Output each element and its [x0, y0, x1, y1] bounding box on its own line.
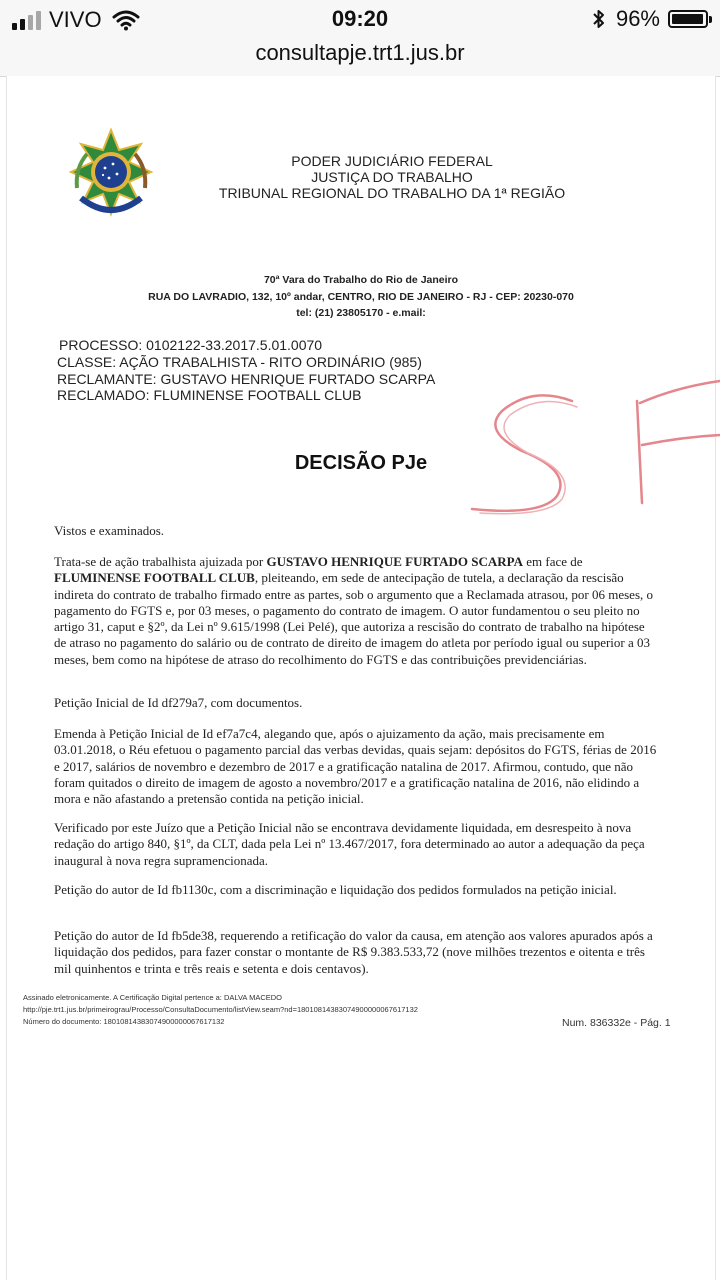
battery-fill: [672, 14, 703, 24]
paragraph-3: Petição Inicial de Id df279a7, com documentos.: [54, 695, 303, 710]
process-class: CLASSE: AÇÃO TRABALHISTA - RITO ORDINÁRIO (985): [57, 354, 422, 370]
battery-icon: [668, 10, 708, 28]
paragraph-5: Verificado por este Juízo que a Petição Inicial não se encontrava devidamente liquidada, em desrespeito à nova redação do artigo 840, §1º, da CLT, dada pela Lei nº 13.467/2017, fora determinado ao autor a adequação da peça inaugural à nova regra supramencionada.: [54, 820, 645, 868]
brazil-coat-of-arms-icon: [67, 128, 155, 220]
defendant-name-bold: FLUMINENSE FOOTBALL CLUB: [54, 570, 255, 586]
process-claimant: RECLAMANTE: GUSTAVO HENRIQUE FURTADO SCARPA: [57, 371, 436, 387]
footer-signature-note: Assinado eletronicamente. A Certificação Digital pertence a: DALVA MACEDO: [23, 993, 283, 1002]
bluetooth-icon: [592, 7, 606, 31]
paragraph-2-text-e: , pleiteando, em sede de antecipação de tutela, a declaração da rescisão indireta do contrato de trabalho firmado entre as partes, sob o argumento que a Reclamada atrasou, por 06 meses, o pagamento do FGTS e, por 03 meses, o pagamento do contrato de imagem. O autor fundamentou o seu pleito no artigo 31, caput e §2º, da Lei nº 9.615/1998 (Lei Pelé), que autoriza a rescisão do contrato de trabalho na hipótese de atraso no pagamento do salário ou de contrato de direito de imagem do atleta por período igual ou superior a 03 meses, bem como na hipótese de atraso do recolhimento do FGTS e das contribuições previdenciárias.: [54, 570, 654, 667]
battery-percent: 96%: [615, 6, 660, 31]
court-address: RUA DO LAVRADIO, 132, 10º andar, CENTRO, RIO DE JANEIRO - RJ - CEP: 20230-070: [148, 291, 574, 303]
page-number: Num. 836332e - Pág. 1: [562, 1017, 671, 1029]
court-contact: tel: (21) 23805170 - e.mail:: [296, 307, 426, 319]
status-time: 09:20: [331, 6, 389, 31]
header-line-3: TRIBUNAL REGIONAL DO TRABALHO DA 1ª REGIÃO: [218, 185, 566, 201]
url-text: consultapje.trt1.jus.br: [255, 40, 465, 65]
document-title: DECISÃO PJe: [294, 452, 428, 474]
footer-document-number: Número do documento: 18010814383074900000067617132: [23, 1017, 225, 1026]
paragraph-7: Petição do autor de Id fb5de38, requerendo a retificação do valor da causa, em atenção aos valores apurados após a liquidação dos pedidos, para fazer constar o montante de R$ 9.383.533,72 (nove milhões trezentos e oitenta e três mil quinhentos e trinta e três reais e setenta e dois centavos).: [54, 928, 653, 976]
process-number: PROCESSO: 0102122-33.2017.5.01.0070: [59, 337, 323, 353]
header-line-2: JUSTIÇA DO TRABALHO: [311, 169, 473, 185]
document-page: [6, 76, 716, 1280]
paragraph-2-text-a: Trata-se de ação trabalhista ajuizada por: [54, 554, 267, 569]
handwritten-initials-mark: [462, 371, 720, 521]
status-bar: [0, 0, 720, 40]
paragraph-6: Petição do autor de Id fb1130c, com a discriminação e liquidação dos pedidos formulados na petição inicial.: [54, 882, 617, 897]
paragraph-1: Vistos e examinados.: [54, 523, 165, 538]
carrier-name: VIVO: [49, 7, 102, 32]
claimant-name-bold: GUSTAVO HENRIQUE FURTADO SCARPA: [266, 554, 524, 569]
status-right: [592, 6, 708, 32]
court-name: 70ª Vara do Trabalho do Rio de Janeiro: [263, 274, 459, 286]
process-defendant: RECLAMADO: FLUMINENSE FOOTBALL CLUB: [57, 387, 362, 403]
footer-document-link[interactable]: http://pje.trt1.jus.br/primeirograu/Processo/ConsultaDocumento/listView.seam?nd=18010814383074900000067617132: [23, 1005, 418, 1014]
paragraph-2: [54, 554, 658, 668]
url-bar[interactable]: [0, 40, 720, 77]
header-line-1: PODER JUDICIÁRIO FEDERAL: [291, 153, 493, 169]
paragraph-4: Emenda à Petição Inicial de Id ef7a7c4, alegando que, após o ajuizamento da ação, mais precisamente em 03.01.2018, o Réu efetuou o pagamento parcial das verbas devidas, quais sejam: depósitos do FGTS, férias de 2016 e 2017, salários de novembro e dezembro de 2017 e a gratificação natalina de 2017. Afirmou, contudo, que não foram quitados o direito de imagem de agosto a novembro/2017 e a gratificação natalina de 2016, não elidindo a mora e não afastando a pretensão contida na petição inicial.: [54, 726, 657, 807]
paragraph-2-text-c: em face de: [523, 554, 583, 569]
